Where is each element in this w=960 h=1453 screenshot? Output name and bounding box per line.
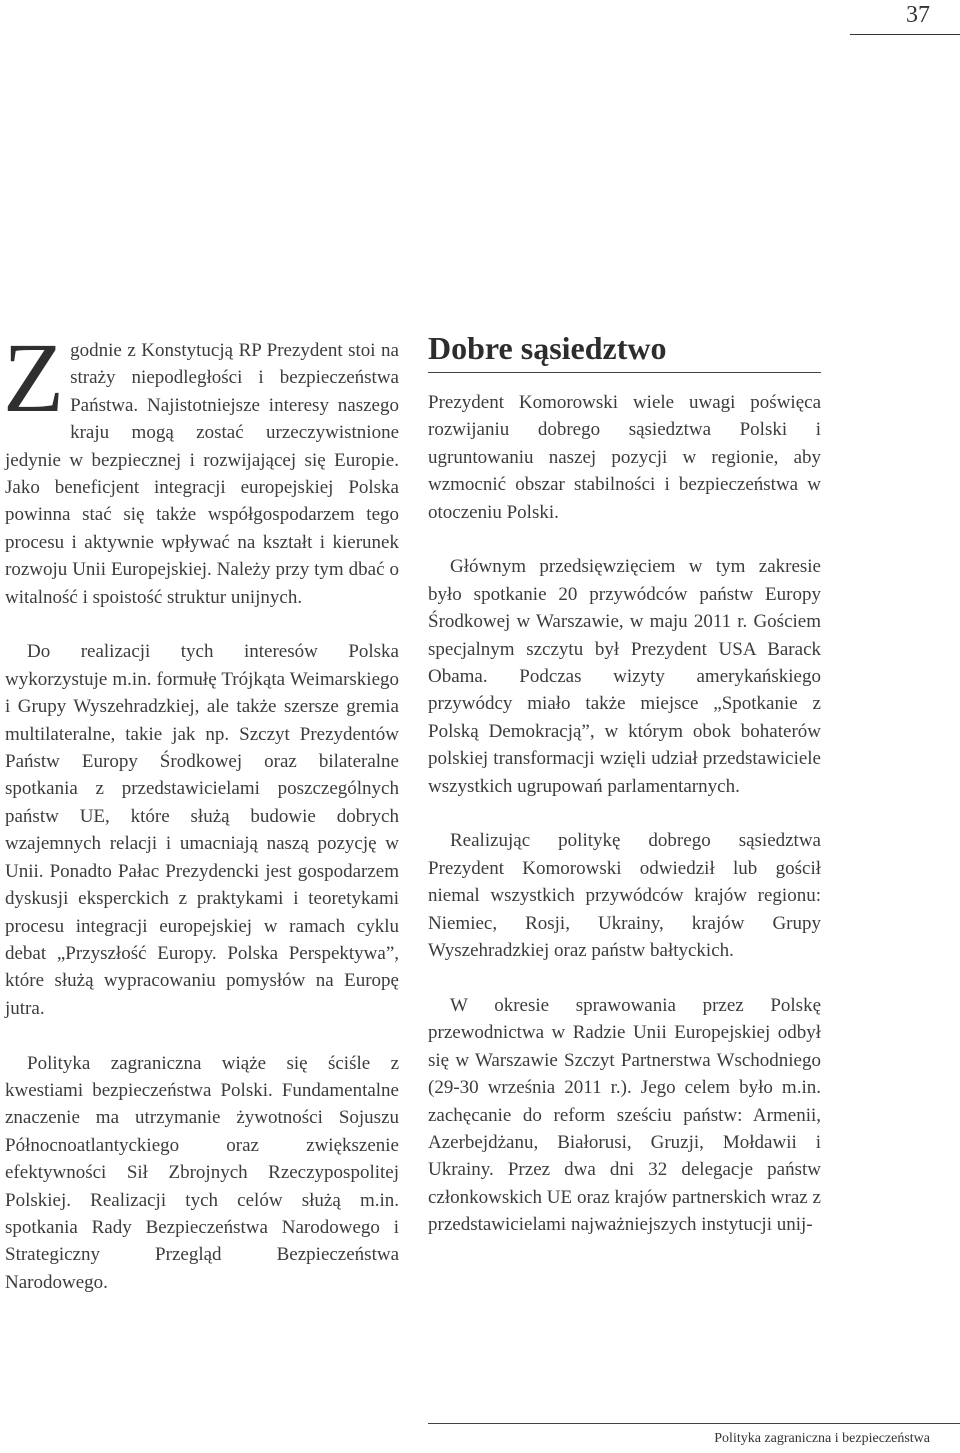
intro-paragraph bbox=[3, 322, 399, 611]
section-heading: Dobre sąsiedztwo bbox=[428, 330, 667, 366]
intro-paragraph-text: godnie z Konstytucją RP Prezydent stoi na straży niepodległości i bezpieczeństwa Państwa. Najistotniejsze interesy naszego kraju mogą zostać urzeczywistnione jedynie w bezpiecznej i rozwijającej się Europie. Jako beneficjent integracji europejskiej Polska powinna stać się także współgospodarzem tego procesu i aktywnie wpływać na kształt i kierunek rozwoju Unii Europejskiej. Należy przy tym dbać o witalność i spoistość struktur unijnych. bbox=[5, 340, 399, 608]
heading-rule bbox=[428, 372, 821, 373]
page-number: 37 bbox=[906, 2, 930, 28]
left-column bbox=[3, 322, 399, 1324]
footer-running-title: Polityka zagraniczna i bezpieczeństwa bbox=[714, 1431, 930, 1446]
dropcap-letter: Z bbox=[3, 322, 65, 433]
left-paragraph-2: Do realizacji tych interesów Polska wykorzystuje m.in. formułę Trójkąta Weimarskiego i Grupy Wyszehradzkiej, ale także szersze gremia multilateralne, takie jak np. Szczyt Prezydentów Państw Europy Środkowej oraz bilateralne spotkania z przedstawicielami poszczególnych państw UE, które służą budowie dobrych wzajemnych relacji i umacniają naszą pozycję w Unii. Ponadto Pałac Prezydencki jest gospodarzem dyskusji eksperckich z praktykami i teoretykami procesu integracji europejskiej w ramach cyklu debat „Przyszłość Europy. Polska Perspektywa”, które służą wypracowaniu pomysłów na Europę jutra. bbox=[5, 641, 399, 1019]
right-paragraph-4: W okresie sprawowania przez Polskę przewodnictwa w Radzie Unii Europejskiej odbył się w Warszawie Szczyt Partnerstwa Wschodniego (29-30 września 2011 r.). Jego celem było m.in. zachęcanie do reform sześciu państw: Armenii, Azerbejdżanu, Białorusi, Gruzji, Mołdawii i Ukrainy. Przez dwa dni 32 delegacje państw członkowskich UE oraz krajów partnerskich wraz z przedstawicielami najważniejszych instytucji unij- bbox=[428, 994, 821, 1236]
page-number-box bbox=[850, 0, 960, 35]
right-paragraph-3: Realizując politykę dobrego sąsiedztwa Prezydent Komorowski odwiedził lub gościł niemal wszystkich przywódców krajów regionu: Niemiec, Rosji, Ukrainy, krajów Grupy Wyszehradzkiej oraz państw bałtyckich. bbox=[428, 830, 821, 962]
right-paragraph-1: Prezydent Komorowski wiele uwagi poświęca rozwijaniu dobrego sąsiedztwa Polski i ugruntowaniu naszej pozycji w regionie, aby wzmocnić obszar stabilności i bezpieczeństwa w otoczeniu Polski. bbox=[428, 392, 821, 523]
right-paragraph-2: Głównym przedsięwzięciem w tym zakresie było spotkanie 20 przywódców państw Europy Środkowej w Warszawie, w maju 2011 r. Gościem specjalnym szczytu był Prezydent USA Barack Obama. Podczas wizyty amerykańskiego przywódcy miało także miejsce „Spotkanie z Polską Demokracją”, w którym obok bohaterów polskiej transformacji wzięli udział przedstawiciele wszystkich ugrupowań parlamentarnych. bbox=[428, 556, 821, 797]
footer-rule bbox=[428, 1423, 960, 1424]
right-column bbox=[428, 330, 821, 1266]
left-paragraph-3: Polityka zagraniczna wiąże się ściśle z kwestiami bezpieczeństwa Polski. Fundamentalne znaczenie ma utrzymanie żywotności Sojuszu Północnoatlantyckiego oraz zwiększenie efektywności Sił Zbrojnych Rzeczypospolitej Polskiej. Realizacji tych celów służą m.in. spotkania Rady Bezpieczeństwa Narodowego i Strategiczny Przegląd Bezpieczeństwa Narodowego. bbox=[5, 1052, 399, 1293]
